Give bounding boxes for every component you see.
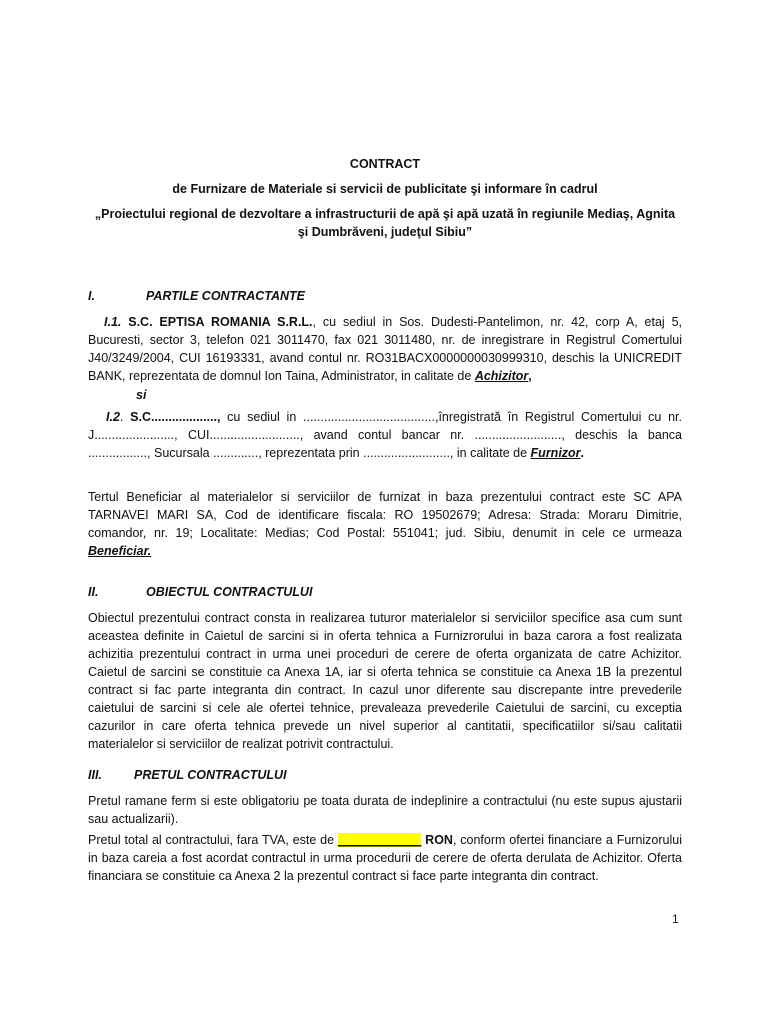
project-title-line1: „Proiectului regional de dezvoltare a infrastructurii de apă şi apă uzată în regiunile Mediaş, Agnita: [94, 207, 676, 221]
project-title: [88, 205, 682, 241]
section-3-title: PRETUL CONTRACTULUI: [134, 768, 287, 782]
party-1-paragraph: I.1. S.C. EPTISA ROMANIA S.R.L., cu sediul in Sos. Dudesti-Pantelimon, nr. 42, corp A, etaj 5, Bucuresti, sector 3, telefon 021 3011470, fax 021 3011480, nr. de inregistrare in Registrul Comertului J40/3249/2004, CUI 16193331, avand contul nr. RO31BACX0000000030999310, deschis la UNICREDIT BANK, reprezentata de domnul Ion Taina, Administrator, in calitate de Achizitor,: [88, 315, 682, 383]
section-1-heading: [88, 289, 305, 303]
section-1-number: I.: [88, 289, 95, 303]
currency-label: RON: [421, 833, 453, 847]
object-paragraph: Obiectul prezentului contract consta in realizarea tuturor materialelor si serviciilor specifice asa cum sunt aceastea definite in Caietul de sarcini si in oferta tehnica a Furnizrorului in baza carora a fost realizata achizitia prezentului contract in urma unei proceduri de cerere de oferta organizata de catre Achizitor. Caietul de sarcini se constituie ca Anexa 1A, iar si oferta tehnica se constituie ca Anexa 1B la prezentul contract si fac parte integranta din contract. In cazul unor diferente sau discrepante intre prevederile caietului de sarcini si cele ale ofertei tehnice, prevaleaza prevederile Caietului de sarcini, cu exceptia cazurilor in care oferta tehnica prevede un nivel superior al cantitatii, specificatiilor si/sau calitatii materialelor si serviciilor de realizat potrivit contractului.: [88, 611, 682, 751]
party-2-name: S.C...................,: [130, 410, 221, 424]
price-blank-field: ____________: [337, 833, 422, 847]
role-achizitor: Achizitor: [474, 369, 529, 383]
role-beneficiar: Beneficiar.: [88, 544, 152, 558]
document-subtitle: de Furnizare de Materiale si servicii de publicitate şi informare în cadrul: [172, 182, 598, 196]
third-party-paragraph: Tertul Beneficiar al materialelor si serviciilor de furnizat in baza prezentului contract este SC APA TARNAVEI MARI SA, Cod de identificare fiscala: RO 19502679; Adresa: Strada: Moraru Dimitrie, comandor, nr. 19; Localitate: Medias; Cod Postal: 551041; jud. Sibiu, denumit in cele ce urmeaza Beneficiar.: [88, 490, 682, 558]
page-number: 1: [672, 912, 679, 926]
party-2-paragraph: I.2. S.C..................., cu sediul in ......................................,înregistrată în Registrul Comertului cu nr. J......................., CUI.........................., avand contul bancar nr. ........................., deschis la banca ................., Sucursala ............., reprezentata prin ........................., in calitate de Furnizor.: [88, 410, 683, 460]
section-3-number: III.: [88, 768, 102, 782]
and-connector: si: [136, 388, 147, 402]
section-3-heading: [88, 768, 287, 782]
project-title-line2: şi Dumbrăveni, judeţul Sibiu”: [297, 225, 473, 239]
role-furnizor: Furnizor: [530, 446, 581, 460]
price-total-paragraph: Pretul total al contractului, fara TVA, este de ____________ RON, conform ofertei financiare a Furnizorului in baza careia a fost acordat contractul in urma procedurii de cerere de oferta derulata de Achizitor. Oferta financiara se constituie ca Anexa 2 la prezentul contract si face parte integranta din contract.: [88, 833, 683, 883]
section-1-title: PARTILE CONTRACTANTE: [146, 289, 306, 303]
section-2-title: OBIECTUL CONTRACTULUI: [146, 585, 313, 599]
document-title: CONTRACT: [349, 157, 421, 171]
party-1-label: I.1.: [104, 315, 122, 329]
party-1-name: S.C. EPTISA ROMANIA S.R.L.: [128, 315, 313, 329]
section-2-number: II.: [88, 585, 99, 599]
party-2-label: I.2: [106, 410, 120, 424]
price-firm-paragraph: Pretul ramane ferm si este obligatoriu pe toata durata de indeplinire a contractului (nu este supus ajustarii sau actualizarii).: [88, 794, 682, 826]
section-2-heading: [88, 585, 312, 599]
